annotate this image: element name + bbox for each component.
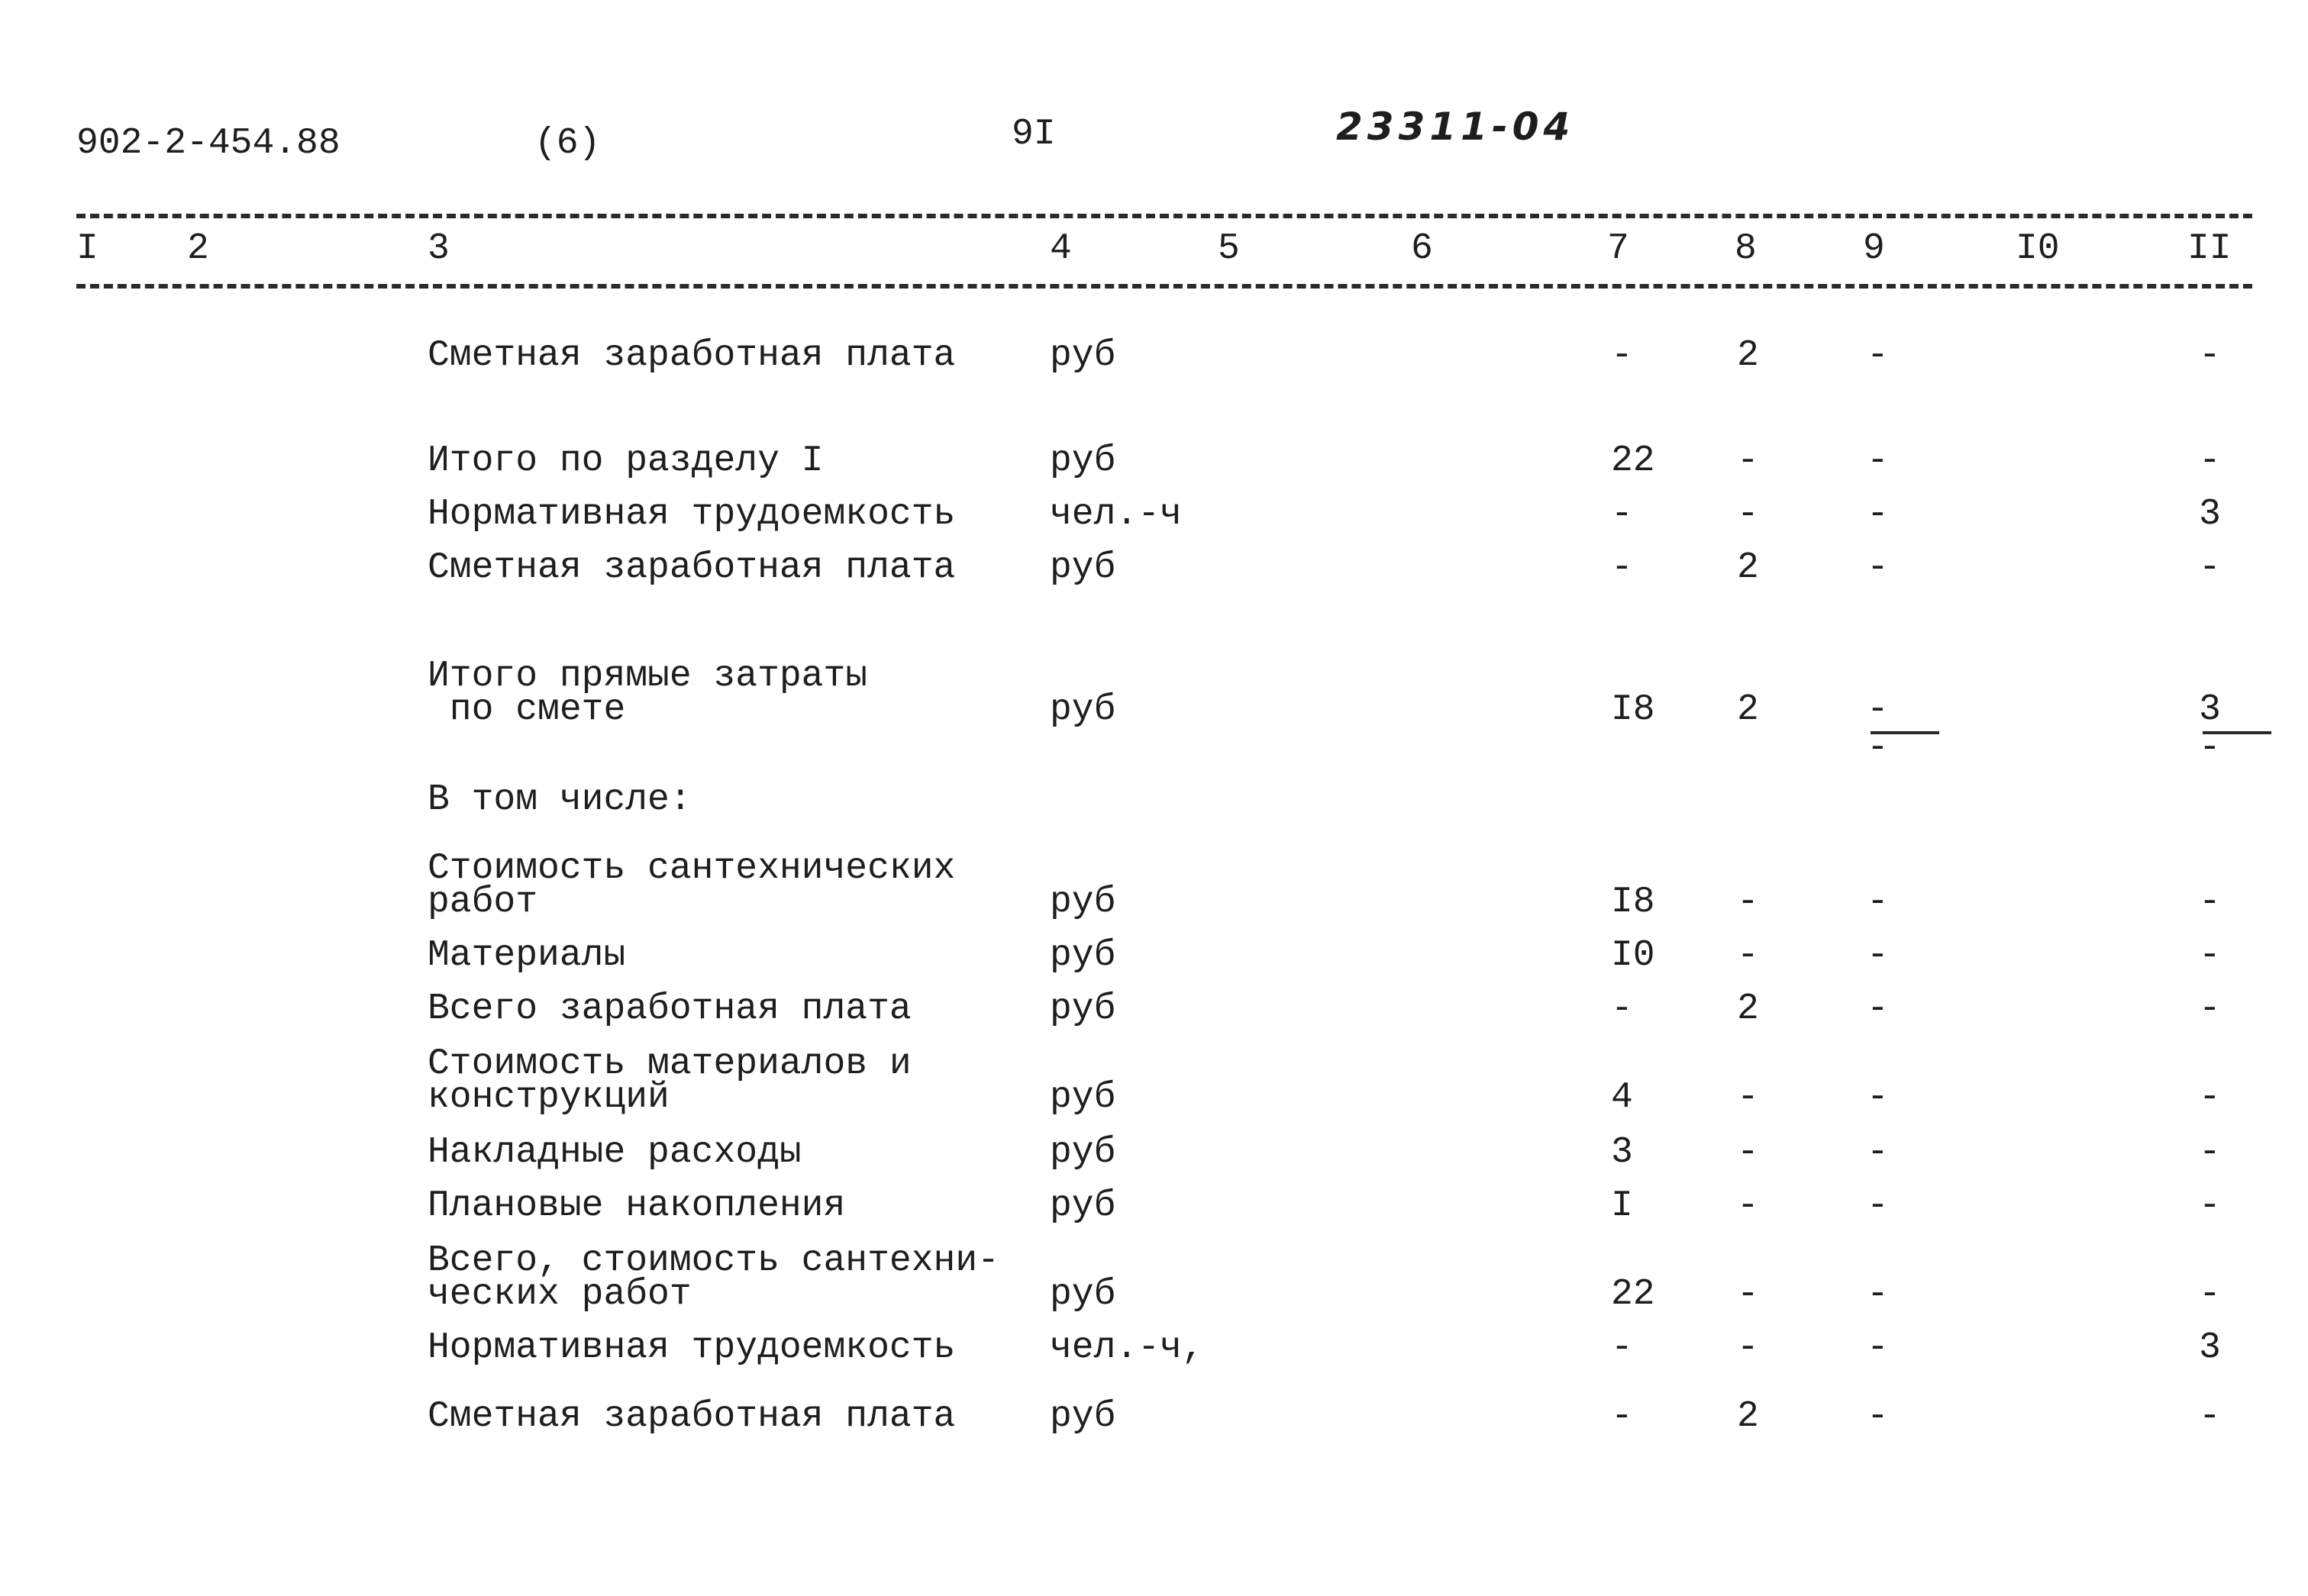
cell-col-11: - xyxy=(2199,1274,2221,1315)
cell-col-9: - xyxy=(1867,1396,1889,1437)
cell-col-9: - xyxy=(1867,689,1889,730)
column-number: 9 xyxy=(1863,228,1885,269)
table-row xyxy=(0,336,2308,379)
cell-col-8: - xyxy=(1737,1132,1759,1173)
cell-col-8: - xyxy=(1737,1185,1759,1227)
cell-col-8: - xyxy=(1737,440,1759,482)
cell-col-9: - xyxy=(1867,1327,1889,1369)
cell-col-7: - xyxy=(1611,494,1633,535)
cell-col-9: - xyxy=(1867,440,1889,482)
row-unit: чел.-ч xyxy=(1050,494,1182,535)
table-row xyxy=(0,780,2308,823)
table-row xyxy=(0,1186,2308,1229)
table-row xyxy=(0,548,2308,591)
cell-col-7: 22 xyxy=(1611,440,1655,482)
cell-col-11: - xyxy=(2199,1132,2221,1173)
cell-col-9: - xyxy=(1867,547,1889,588)
row-unit: руб xyxy=(1050,547,1116,588)
cell-col-8: 2 xyxy=(1737,1396,1759,1437)
row-label: Сметная заработная плата xyxy=(428,1396,956,1437)
cell-col-7: - xyxy=(1611,335,1633,376)
column-number: 8 xyxy=(1735,228,1757,269)
column-number: I0 xyxy=(2016,228,2060,269)
row-label-continued: по смете xyxy=(428,689,626,730)
table-row xyxy=(0,441,2308,484)
cell-col-9: - xyxy=(1867,882,1889,923)
row-label: Всего, стоимость сантехни- xyxy=(428,1240,999,1282)
row-unit: руб xyxy=(1050,440,1116,482)
row-label: Итого прямые затраты xyxy=(428,656,868,697)
table-row xyxy=(0,936,2308,979)
cell-col-11: - xyxy=(2199,335,2221,376)
column-number: II xyxy=(2187,228,2232,269)
cell-col-7: I0 xyxy=(1611,935,1655,976)
document-code: 902-2-454.88 xyxy=(76,123,341,164)
cell-col-7: - xyxy=(1611,547,1633,588)
cell-col-9: - xyxy=(1867,935,1889,976)
cell-col-11: - xyxy=(2199,440,2221,482)
row-unit: руб xyxy=(1050,1132,1116,1173)
cell-col-8: - xyxy=(1737,1327,1759,1369)
cell-col-11: - xyxy=(2199,1077,2221,1118)
row-label: Нормативная трудоемкость xyxy=(428,1327,956,1369)
section-heading: В том числе: xyxy=(428,779,692,821)
cell-col-7: 4 xyxy=(1611,1077,1633,1118)
table-row xyxy=(0,989,2308,1032)
row-label: Плановые накопления xyxy=(428,1185,846,1227)
cell-col-11: 3 xyxy=(2199,1327,2221,1369)
row-label: Итого по разделу I xyxy=(428,440,824,482)
cell-col-8: 2 xyxy=(1737,689,1759,730)
header-rule-bottom xyxy=(76,284,2252,289)
cell-col-9: - xyxy=(1867,335,1889,376)
row-unit: руб xyxy=(1050,988,1116,1030)
cell-col-7: 22 xyxy=(1611,1274,1655,1315)
cell-col-11: 3 xyxy=(2199,494,2221,535)
row-unit: руб xyxy=(1050,1185,1116,1227)
row-unit: руб xyxy=(1050,1396,1116,1437)
row-unit: руб xyxy=(1050,1274,1116,1315)
album-number: (6) xyxy=(534,123,601,164)
row-unit: руб xyxy=(1050,689,1116,730)
cell-col-9: - xyxy=(1867,494,1889,535)
cell-col-11: - xyxy=(2199,935,2221,976)
row-label-continued: ческих работ xyxy=(428,1274,692,1315)
cell-col-8: - xyxy=(1737,1274,1759,1315)
column-number: 3 xyxy=(428,228,450,269)
column-number: 5 xyxy=(1218,228,1240,269)
cell-col-7: - xyxy=(1611,988,1633,1030)
header-rule-top xyxy=(76,214,2252,218)
cell-col-11: 3 xyxy=(2199,689,2221,730)
row-unit: руб xyxy=(1050,335,1116,376)
cell-col-11: - xyxy=(2199,547,2221,588)
cell-col-8: 2 xyxy=(1737,988,1759,1030)
table-row xyxy=(0,495,2308,537)
cell-col-7: I xyxy=(1611,1185,1633,1227)
handwritten-code: 23311-04 xyxy=(1336,105,1575,149)
table-row xyxy=(0,1397,2308,1440)
row-label: Всего заработная плата xyxy=(428,988,912,1030)
cell-col-11: - xyxy=(2199,988,2221,1030)
row-unit: руб xyxy=(1050,1077,1116,1118)
row-unit: руб xyxy=(1050,935,1116,976)
column-number: 6 xyxy=(1411,228,1433,269)
cell-col-8: - xyxy=(1737,935,1759,976)
row-label: Сметная заработная плата xyxy=(428,547,956,588)
cell-col-7: - xyxy=(1611,1396,1633,1437)
table-row xyxy=(0,1044,2308,1128)
cell-col-11: - xyxy=(2199,1396,2221,1437)
cell-col-7: I8 xyxy=(1611,689,1655,730)
table-row xyxy=(0,656,2308,769)
cell-col-8: - xyxy=(1737,882,1759,923)
row-label-continued: конструкций xyxy=(428,1077,670,1118)
cell-col-9: - xyxy=(1867,1274,1889,1315)
column-number: 2 xyxy=(187,228,209,269)
page-number: 9I xyxy=(1012,114,1056,155)
cell-col-8: 2 xyxy=(1737,335,1759,376)
cell-col-7: - xyxy=(1611,1327,1633,1369)
row-label: Материалы xyxy=(428,935,626,976)
row-unit: чел.-ч, xyxy=(1050,1327,1204,1369)
cell-col-11: - xyxy=(2199,1185,2221,1227)
row-label: Нормативная трудоемкость xyxy=(428,494,956,535)
cell-col-9: - xyxy=(1867,1077,1889,1118)
column-number: I xyxy=(76,228,98,269)
row-label: Накладные расходы xyxy=(428,1132,802,1173)
row-label: Стоимость сантехнических xyxy=(428,848,956,889)
cell-col-7: I8 xyxy=(1611,882,1655,923)
table-row xyxy=(0,1328,2308,1371)
cell-col-9: - xyxy=(1867,988,1889,1030)
table-row xyxy=(0,1241,2308,1325)
row-unit: руб xyxy=(1050,882,1116,923)
cell-col-11: - xyxy=(2199,882,2221,923)
row-label-continued: работ xyxy=(428,882,538,923)
cell-col-9: - xyxy=(1867,1185,1889,1227)
underline-dash-glyph: - xyxy=(2199,727,2221,769)
cell-col-8: - xyxy=(1737,494,1759,535)
cell-col-8: - xyxy=(1737,1077,1759,1118)
cell-col-8: 2 xyxy=(1737,547,1759,588)
cell-col-7: 3 xyxy=(1611,1132,1633,1173)
table-row xyxy=(0,849,2308,933)
column-number: 7 xyxy=(1607,228,1629,269)
row-label: Стоимость материалов и xyxy=(428,1043,912,1085)
underline-dash-glyph: - xyxy=(1867,727,1889,769)
table-row xyxy=(0,1133,2308,1175)
column-number: 4 xyxy=(1050,228,1072,269)
row-label: Сметная заработная плата xyxy=(428,335,956,376)
cell-col-9: - xyxy=(1867,1132,1889,1173)
